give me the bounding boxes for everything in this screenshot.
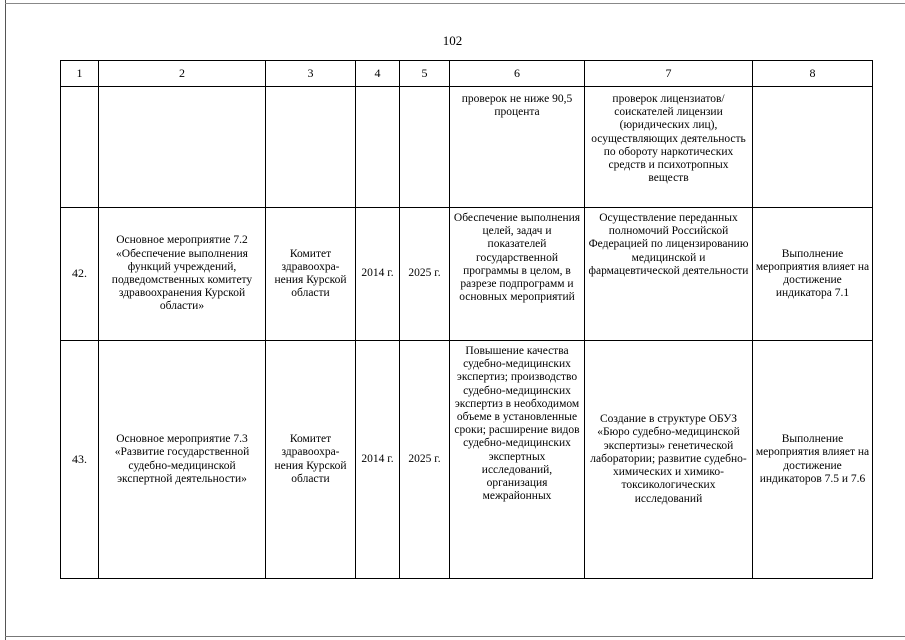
- table-row: [61, 87, 873, 208]
- expected-result-cell: Повышение качества судебно-медицинских экспертиз; производство судебно-медицинских экспертиз в необходимом объеме в установленные сроки; расширение видов судебно-медицинских экспертных исследований, организация межрайонных: [450, 341, 585, 579]
- direction-cell: Осуществление переданных полномочий Российской Федерацией по лицензированию медицинской и фармацевтической деятельности: [585, 208, 753, 341]
- page-border-left: [5, 0, 6, 640]
- table-header-row: [61, 61, 873, 87]
- end-year-cell: 2025 г.: [400, 208, 450, 341]
- column-header: 7: [585, 61, 753, 87]
- column-header: 6: [450, 61, 585, 87]
- column-header: 3: [266, 61, 356, 87]
- expected-result-cell: Обеспечение выполнения целей, задач и показателей государственной программы в целом, в разрезе подпрограмм и основных мероприятий: [450, 208, 585, 341]
- indicator-link-cell: [753, 87, 873, 208]
- end-year-cell: 2025 г.: [400, 341, 450, 579]
- row-number-cell: 42.: [61, 208, 99, 341]
- direction-cell: проверок лицензиатов/ соискателей лицензии (юридических лиц), осуществляющих деятельность по обороту наркотических средств и психотропных веществ: [585, 87, 753, 208]
- page-border-top: [5, 3, 905, 4]
- executor-cell: Комитет здравоохра-нения Курской области: [266, 341, 356, 579]
- row-number-cell: [61, 87, 99, 208]
- start-year-cell: 2014 г.: [356, 341, 400, 579]
- start-year-cell: [356, 87, 400, 208]
- end-year-cell: [400, 87, 450, 208]
- event-cell: Основное мероприятие 7.2 «Обеспечение выполнения функций учреждений, подведомственных комитету здравоохранения Курской области»: [99, 208, 266, 341]
- expected-result-cell: проверок не ниже 90,5 процента: [450, 87, 585, 208]
- page-number: 102: [442, 33, 463, 48]
- column-header: 2: [99, 61, 266, 87]
- direction-cell: Создание в структуре ОБУЗ «Бюро судебно-медицинской экспертизы» генетической лаборатории; развитие судебно-химических и химико-токсикологических исследований: [585, 341, 753, 579]
- row-number-cell: 43.: [61, 341, 99, 579]
- indicator-link-cell: Выполнение мероприятия влияет на достижение индикатора 7.1: [753, 208, 873, 341]
- column-header: 5: [400, 61, 450, 87]
- program-table: [60, 60, 873, 579]
- executor-cell: Комитет здравоохра-нения Курской области: [266, 208, 356, 341]
- page-border-bottom: [5, 636, 905, 637]
- table-row: [61, 208, 873, 341]
- executor-cell: [266, 87, 356, 208]
- column-header: 4: [356, 61, 400, 87]
- column-header: 8: [753, 61, 873, 87]
- start-year-cell: 2014 г.: [356, 208, 400, 341]
- event-cell: [99, 87, 266, 208]
- table-row: [61, 341, 873, 579]
- column-header: 1: [61, 61, 99, 87]
- indicator-link-cell: Выполнение мероприятия влияет на достижение индикаторов 7.5 и 7.6: [753, 341, 873, 579]
- event-cell: Основное мероприятие 7.3 «Развитие государственной судебно-медицинской экспертной деятельности»: [99, 341, 266, 579]
